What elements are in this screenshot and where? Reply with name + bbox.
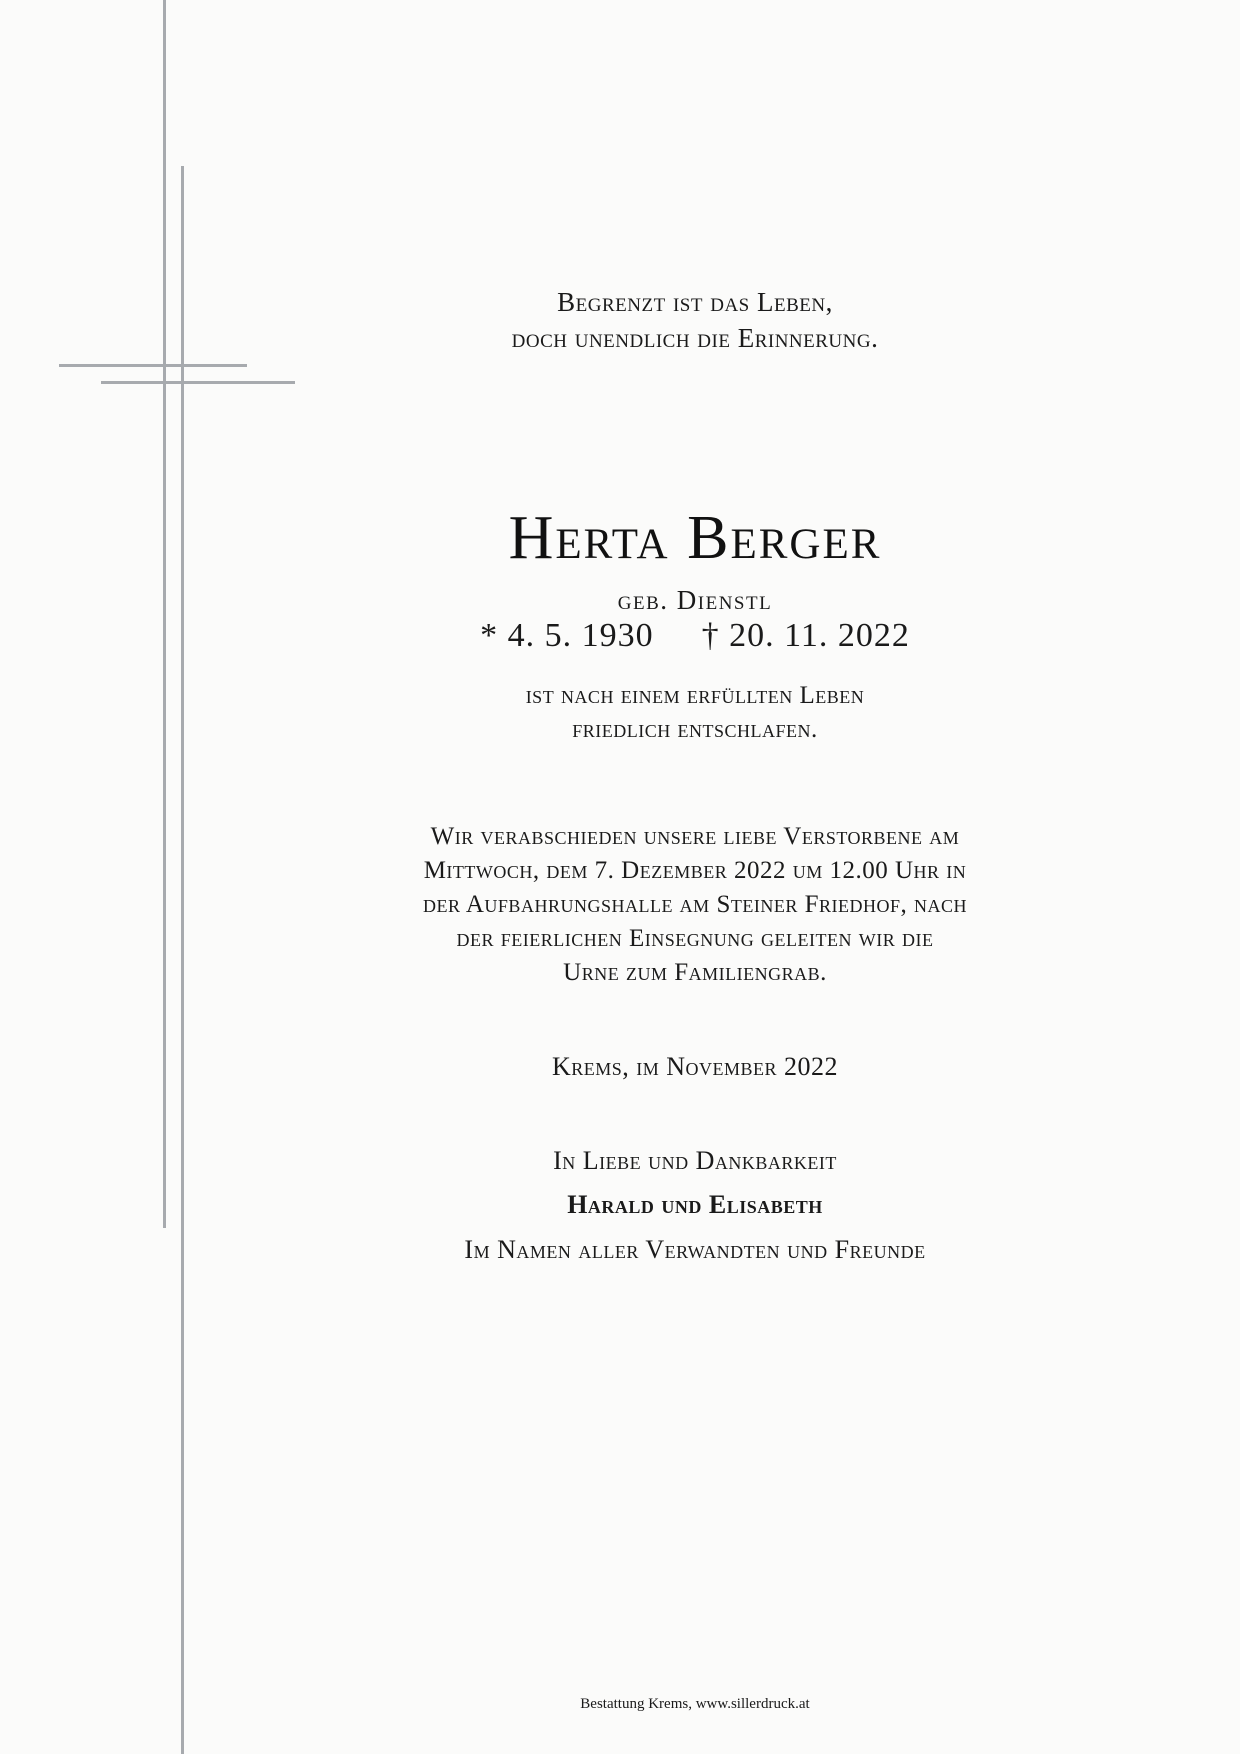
announcement-line: Urne zum Familiengrab.: [563, 959, 827, 986]
printer-footer: Bestattung Krems, www.sillerdruck.at: [580, 1696, 810, 1712]
cross-horizontal-bar-1: [59, 364, 247, 367]
passing-note: [300, 679, 1090, 747]
deceased-name: Herta Berger: [508, 504, 882, 572]
death-date: † 20. 11. 2022: [701, 617, 910, 654]
passing-note-line: ist nach einem erfüllten Leben: [525, 682, 865, 709]
verse-line: Begrenzt ist das Leben,: [557, 287, 833, 317]
closing-phrase: In Liebe und Dankbarkeit: [553, 1146, 837, 1175]
cross-ornament: [0, 0, 320, 1754]
birth-date: * 4. 5. 1930: [480, 617, 654, 654]
announcement-line: Wir verabschieden unsere liebe Verstorbene am: [430, 823, 960, 850]
funeral-announcement: [300, 820, 1090, 990]
memorial-verse: [300, 284, 1090, 356]
place-and-date: Krems, im November 2022: [551, 1052, 839, 1081]
birth-name: geb. Dienstl: [617, 585, 773, 615]
verse-line: doch unendlich die Erinnerung.: [511, 323, 879, 353]
announcement-line: der Aufbahrungshalle am Steiner Friedhof, nach: [423, 891, 967, 918]
cross-vertical-bar-1: [163, 0, 166, 1228]
cross-horizontal-bar-2: [101, 381, 295, 384]
cross-vertical-bar-2: [181, 166, 184, 1754]
passing-note-line: friedlich entschlafen.: [572, 716, 818, 743]
announcement-line: Mittwoch, dem 7. Dezember 2022 um 12.00 Uhr in: [423, 857, 967, 884]
life-dates: [300, 614, 1090, 658]
relatives-note: Im Namen aller Verwandten und Freunde: [464, 1235, 926, 1264]
mourners-names: Harald und Elisabeth: [567, 1190, 823, 1219]
announcement-line: der feierlichen Einsegnung geleiten wir die: [456, 925, 934, 952]
